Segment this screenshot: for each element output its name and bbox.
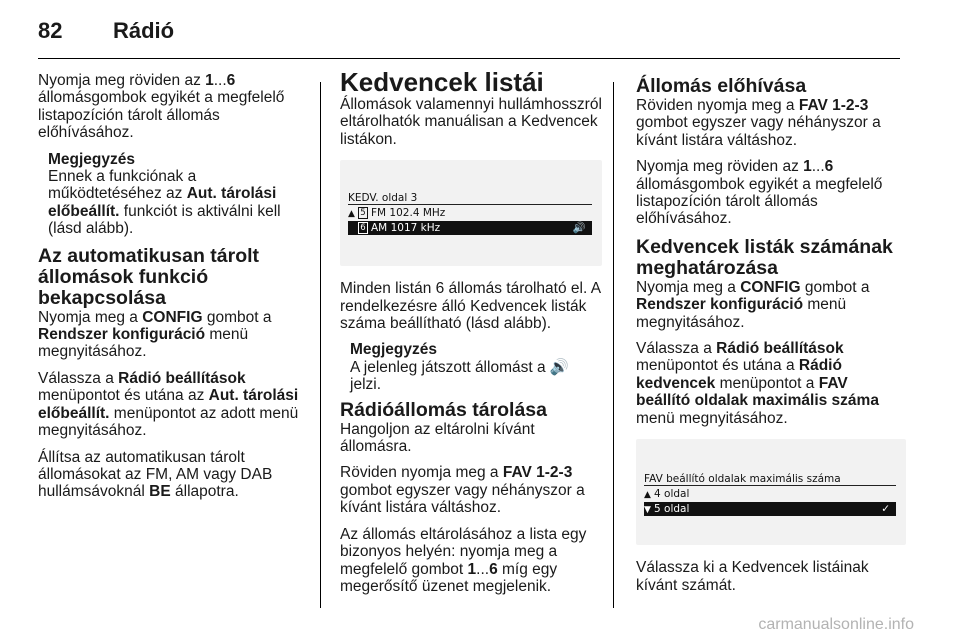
text-run: állomásgombok egyikét a megfelelő listapozíción tárolt állomás előhívásához. xyxy=(38,89,285,142)
paragraph xyxy=(38,449,310,501)
bold-term: 1 xyxy=(803,158,812,176)
paragraph xyxy=(340,526,602,596)
paragraph xyxy=(340,421,602,456)
screen-divider xyxy=(644,485,896,486)
paragraph xyxy=(38,309,310,361)
text-run: Állomások valamennyi hullámhosszról eltárolhatók manuálisan a Kedvencek listákon. xyxy=(340,96,602,148)
bold-term: Rádió kedvencek xyxy=(636,357,842,392)
fav-settings-screenshot xyxy=(636,439,906,545)
bold-term: 1 xyxy=(467,560,477,578)
text-run: menüpontot és utána a xyxy=(636,357,799,375)
text-run: Válassza ki a Kedvencek listáinak kívánt számát. xyxy=(636,559,869,594)
bold-term: 6 xyxy=(226,72,236,89)
column-1 xyxy=(38,72,310,510)
column-divider-2 xyxy=(613,82,614,608)
page-header xyxy=(38,18,174,44)
bold-term: FAV beállító oldalak maximális száma xyxy=(636,374,879,410)
column-3 xyxy=(636,72,906,603)
bold-term: BE xyxy=(149,483,171,501)
text-run: ... xyxy=(811,158,825,176)
checkmark-icon: ✓ xyxy=(881,503,890,516)
bold-term: Aut. tárolási előbeállít. xyxy=(38,387,299,422)
screen-title: FAV beállító oldalak maximális száma xyxy=(644,473,841,486)
text-run: állapotra. xyxy=(170,483,239,501)
paragraph xyxy=(636,158,906,228)
text-run: Ennek a funkciónak a működtetéséhez az xyxy=(48,168,197,203)
text-run: menü megnyitásához. xyxy=(38,326,249,361)
section-heading-favourites: Kedvencek listái xyxy=(340,67,544,97)
arrow-up-icon: ▲ xyxy=(644,490,651,501)
bold-term: FAV 1-2-3 xyxy=(798,97,869,114)
preset-row-selected xyxy=(348,221,592,235)
text-run: menüpontot az adott menü megnyitásához. xyxy=(38,404,299,440)
radio-display-screenshot xyxy=(340,160,602,266)
text-run: Nyomja meg a xyxy=(636,278,741,296)
note-title: Megjegyzés xyxy=(350,341,438,359)
arrow-up-icon: ▲ xyxy=(348,209,355,220)
note xyxy=(350,341,602,393)
text-run: Röviden nyomja meg a xyxy=(340,464,503,482)
note-title: Megjegyzés xyxy=(48,150,136,168)
paragraph xyxy=(340,464,602,516)
text-run: míg egy megerősítő üzenet megjelenik. xyxy=(340,560,558,595)
preset-row xyxy=(348,206,592,220)
bold-term: Rendszer konfiguráció xyxy=(636,296,804,314)
text-run: menü megnyitásához. xyxy=(636,296,847,331)
text-run: menüpontot a xyxy=(715,374,819,392)
bold-term: Aut. tárolási előbeállít. xyxy=(48,185,277,220)
text-run: Nyomja meg a xyxy=(38,308,143,326)
bold-term: 1 xyxy=(205,72,214,89)
bold-term: Rádió beállítások xyxy=(716,340,844,358)
text-run: Válassza a xyxy=(636,340,717,358)
arrow-down-icon: ▼ xyxy=(644,505,651,516)
note xyxy=(48,151,310,238)
paragraph xyxy=(340,96,602,148)
bold-term: 6 xyxy=(489,560,498,578)
column-divider-1 xyxy=(320,82,321,608)
bold-term: CONFIG xyxy=(740,278,801,296)
paragraph xyxy=(38,370,310,440)
preset-slot: 6 xyxy=(358,222,368,234)
text-run: gombot a xyxy=(202,308,272,326)
text-run: Hangoljon az eltárolni kívánt állomásra. xyxy=(340,420,535,456)
section-heading-recall: Állomás előhívása xyxy=(636,75,807,97)
paragraph xyxy=(340,280,602,332)
text-run: Állítsa az automatikusan tárolt állomásokat az FM, AM vagy DAB hullámsávoknál xyxy=(38,448,273,501)
note-text xyxy=(350,359,569,393)
section-heading-list-count: Kedvencek listák számának meghatározása xyxy=(636,235,893,279)
text-run: Nyomja meg röviden az xyxy=(38,72,206,89)
section-heading-auto-store: Az automatikusan tárolt állomások funkció bekapcsolása xyxy=(38,244,260,309)
note-text xyxy=(48,168,281,237)
header-rule xyxy=(38,58,900,59)
section-heading-store-station: Rádióállomás tárolása xyxy=(340,398,547,421)
paragraph xyxy=(636,97,906,149)
option-row xyxy=(644,487,896,501)
paragraph xyxy=(636,279,906,331)
speaker-icon: 🔊 xyxy=(572,222,586,235)
bold-term: FAV 1-2-3 xyxy=(502,464,573,482)
text-run: Röviden nyomja meg a xyxy=(636,97,799,114)
paragraph xyxy=(636,559,906,594)
page-number: 82 xyxy=(38,18,63,43)
option-row-selected xyxy=(644,502,896,516)
screen-divider xyxy=(348,204,592,205)
column-2 xyxy=(340,68,602,604)
text-run: Válassza a xyxy=(38,369,119,387)
text-run: gombot egyszer vagy néhányszor a kívánt listára váltáshoz. xyxy=(636,114,881,149)
text-run: funkciót is aktiválni kell (lásd alább). xyxy=(48,202,281,238)
text-run: Nyomja meg röviden az xyxy=(636,158,804,176)
bold-term: CONFIG xyxy=(142,308,203,326)
preset-slot: 5 xyxy=(358,207,368,219)
text-run: Az állomás eltárolásához a lista egy bizonyos helyén: nyomja meg a megfelelő gombot xyxy=(340,525,587,578)
text-run: gombot egyszer vagy néhányszor a kívánt listára váltáshoz. xyxy=(340,481,585,517)
text-run: menü megnyitásához. xyxy=(636,409,788,427)
page-title: Rádió xyxy=(113,18,175,43)
paragraph xyxy=(636,340,906,427)
bold-term: Rádió beállítások xyxy=(118,369,246,387)
text-run: menüpontot és utána az xyxy=(38,387,209,405)
text-run: ... xyxy=(476,560,490,578)
text-run: állomásgombok egyikét a megfelelő listapozíción tárolt állomás előhívásához. xyxy=(636,175,883,228)
bold-term: Rendszer konfiguráció xyxy=(38,326,206,344)
option-text: 4 oldal xyxy=(654,488,690,501)
text-run: A jelenleg játszott állomást a 🔊 jelzi. xyxy=(350,358,570,394)
watermark: carmanualsonline.info xyxy=(758,616,914,633)
text-run: gombot a xyxy=(800,278,870,296)
screen-title: KEDV. oldal 3 xyxy=(348,192,418,205)
text-run: Minden listán 6 állomás tárolható el. A rendelkezésre álló Kedvencek listák száma beállítható (lásd alább). xyxy=(340,280,601,333)
bold-term: 6 xyxy=(824,158,834,176)
station-text: AM 1017 kHz xyxy=(371,222,441,235)
station-text: FM 102.4 MHz xyxy=(371,207,446,220)
paragraph xyxy=(38,72,310,142)
text-run: ... xyxy=(213,72,227,89)
option-text: 5 oldal xyxy=(654,503,690,516)
